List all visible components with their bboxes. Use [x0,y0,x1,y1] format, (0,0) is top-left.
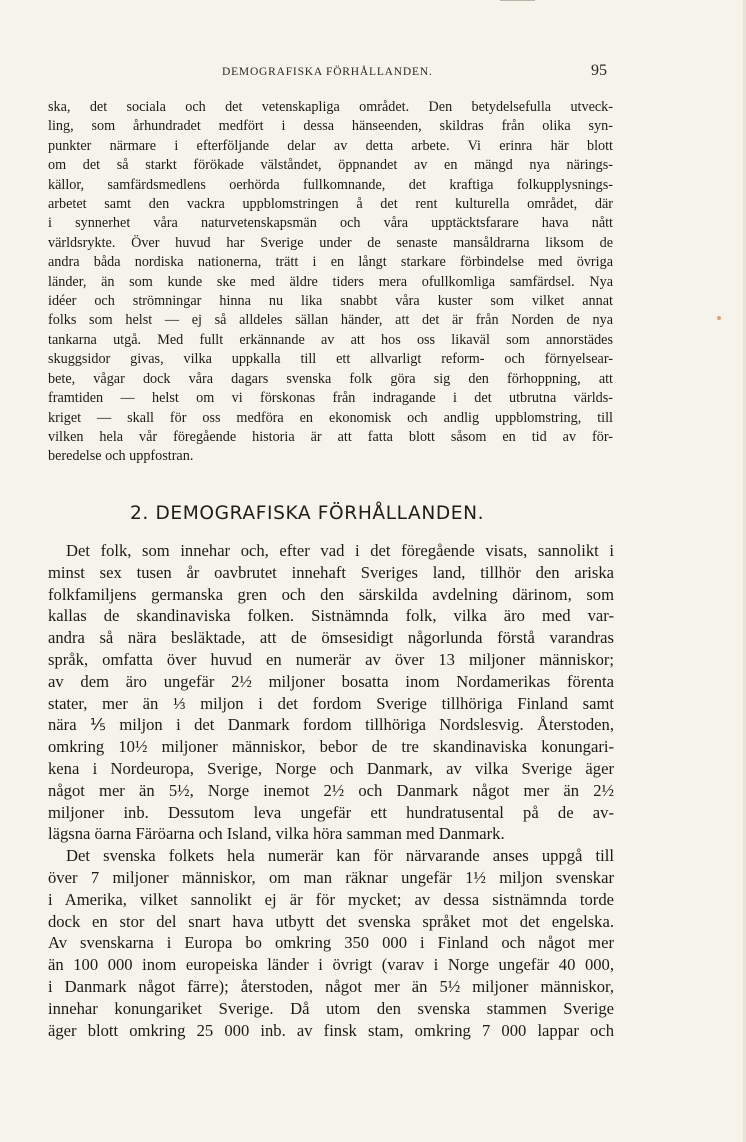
text-line: andra båda nordiska nationerna, trätt i en långt starkare förbindelse med övriga [48,254,613,271]
text-line: tankarna utgå. Med fullt erkännande av att hos oss likaväl som annorstädes [48,331,613,348]
text-line: länder, än som kunde ske med äldre tiders mera ofullkomliga samfärdsel. Nya [48,273,613,290]
text-line: framtiden — helst om vi förskonas från indragande i det utbrutna världs- [48,390,613,407]
paper-speck [717,316,721,320]
text-line: punkter närmare i efterföljande delar av detta arbete. Vi erinra här blott [48,137,613,154]
text-line: stater, mer än ⅓ miljon i det fordom Sverige tillhöriga Finland samt [48,693,614,713]
text-line: ling, som århundradet medfört i dessa hänseenden, skildras från olika syn- [48,118,613,135]
text-line: av dem äro ungefär 2½ miljoner bosatta inom Nordamerikas förenta [48,671,614,691]
text-line: nära ⅕ miljon i det Danmark fordom tillhöriga Nordslesvig. Återstoden, [48,715,614,735]
text-line: ska, det sociala och det vetenskapliga området. Den betydelsefulla utveck- [48,99,613,115]
text-line: kriget — skall för oss medföra en ekonomisk och andlig uppblomstring, till [48,409,613,426]
text-line: arbetet samt den vackra uppblomstringen å det rent kulturella området, där [48,196,613,213]
text-line: folkfamiljens germanska gren och den särskilda avdelning därinom, som [48,584,614,604]
text-line: äger blott omkring 25 000 inb. av finsk stam, omkring 7 000 lappar och [48,1020,614,1040]
text-line: om det så starkt förökade välståndet, öppnandet av en mängd nya närings- [48,157,613,174]
text-line: Det folk, som innehar och, efter vad i det föregående visats, sannolikt i [66,541,614,560]
scan-mark [500,0,535,1]
text-line: dock en stor del snart hava utbytt det svenska språket mot det engelska. [48,911,614,931]
page-number: 95 [591,62,607,79]
text-line: Av svenskarna i Europa bo omkring 350 000 i Finland och något mer [48,933,614,953]
text-line: innehar konungariket Sverige. Då utom den svenska stammen Sverige [48,998,614,1018]
text-line: över 7 miljoner människor, om man räknar ungefär 1½ miljon svenskar [48,867,614,887]
text-line: än 100 000 inom europeiska länder i övrigt (varav i Norge ungefär 40 000, [48,955,614,975]
text-line: språk, omfatta över huvud en numerär av över 13 miljoner människor; [48,649,614,669]
text-line: idéer och strömningar hinna nu lika snabbt våra kuster som vilket annat [48,293,613,310]
text-line: folks som helst — ej så alldeles sällan händer, att det är från Norden de nya [48,312,613,329]
running-head: DEMOGRAFISKA FÖRHÅLLANDEN. [222,66,433,78]
text-line: något mer än 5½, Norge inemot 2½ och Danmark något mer än 2½ [48,780,614,800]
text-line: miljoner inb. Dessutom leva ungefär ett hundratusental på de av- [48,802,614,822]
text-line: lägsna öarna Färöarna och Island, vilka höra samman med Danmark. [48,824,505,844]
body-paragraph [48,540,614,1041]
text-line: skuggsidor givas, vilka uppkalla till ett allvarligt reform- och förnyelsear- [48,351,613,368]
text-line: bete, vågar dock våra dagars svenska folk göra sig den förhoppning, att [48,370,613,387]
text-line: andra så nära besläktade, att de ömsesidigt någorlunda förstå varandras [48,628,614,648]
intro-paragraph [48,98,613,467]
text-line: källor, samfärdsmedlens oerhörda fullkomnande, det kraftiga folkupplysnings- [48,176,613,193]
text-line: kallas de skandinaviska folken. Sistnämnda folk, vilka äro med var- [48,606,614,626]
text-line: i synnerhet våra naturvetenskapsmän och våra upptäcktsfarare hava nått [48,215,613,232]
text-line: i Danmark något färre); återstoden, något mer än 5½ miljoner människor, [48,976,614,996]
text-line: vilken hela vår föregående historia är att fatta blott såsom en tid av för- [48,428,613,445]
section-heading: 2. DEMOGRAFISKA FÖRHÅLLANDEN. [130,503,485,524]
text-line: världsrykte. Över huvud har Sverige under de senaste mansåldrarna liksom de [48,234,613,251]
text-line: Det svenska folkets hela numerär kan för närvarande anses uppgå till [66,846,614,866]
text-line: i Amerika, vilket sannolikt ej är för mycket; av dessa sistnämnda torde [48,889,614,909]
text-line: beredelse och uppfostran. [48,448,194,465]
text-line: minst sex tusen år oavbrutet innehaft Sveriges land, tillhör den ariska [48,562,614,582]
text-line: omkring 10½ miljoner människor, bebor de tre skandinaviska konungari- [48,737,614,757]
text-line: kena i Nordeuropa, Sverige, Norge och Danmark, av vilka Sverige äger [48,758,614,778]
